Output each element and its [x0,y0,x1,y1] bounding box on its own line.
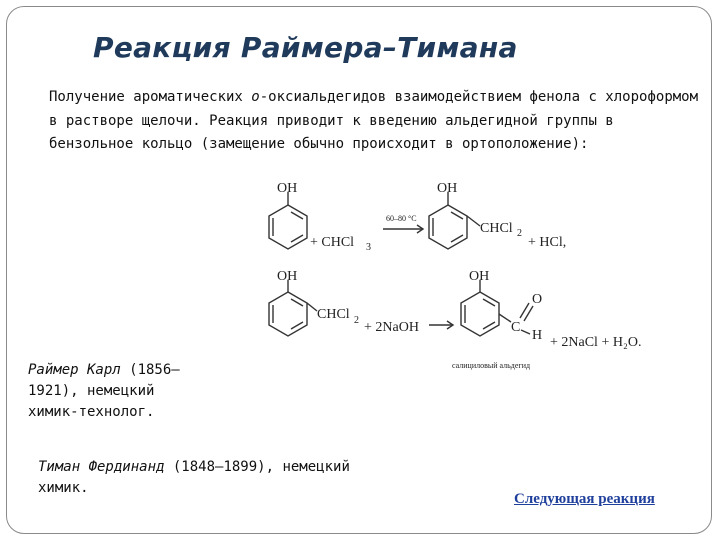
chcl3-subscript: 3 [366,242,371,253]
intro-text-rest: -оксиальдегидов взаимодействием фенола с хлороформом в растворе щелочи. Реакция приводит к введению альдегидной группы в бензольное кольцо (замещение обычно происходит в ортоположение): [49,89,699,152]
aldehyde-carbon: C [511,320,521,335]
chcl2-text-2: CHCl [317,307,350,322]
arrow-condition-label: 60–80 °C [386,214,417,223]
oh-label-4: OH [469,269,490,284]
bio-reimer-details: (1856–1921), немецкий химик-технолог. [28,362,180,420]
product-ring-1 [429,192,480,249]
salicylaldehyde-ring [461,280,533,336]
reaction-arrow-1 [383,225,423,233]
chcl2-subscript-1: 2 [517,228,522,239]
aldehyde-oxygen: O [532,292,543,307]
reaction-scheme [240,170,670,375]
bio-reimer-name: Раймер Карл [28,362,121,378]
chcl2-text-1: CHCl [480,221,513,236]
chcl2-subscript-2: 2 [354,315,359,326]
bio-reimer [28,360,208,423]
oh-label-2: OH [437,181,458,196]
bio-tiemann [38,457,398,499]
phenol-ring-1 [269,192,307,249]
reactant-ring-2 [269,280,317,336]
bio-tiemann-details: (1848–1899), немецкий химик. [38,459,350,496]
naoh-text: + 2NaOH [364,320,419,335]
intro-italic-o: о [251,89,260,105]
salicylaldehyde-caption: салициловый альдегид [452,361,531,370]
oh-label-1: OH [277,181,298,196]
aldehyde-hydrogen: H [532,328,543,343]
oh-label-3: OH [277,269,298,284]
hcl-text: + HCl, [528,235,567,250]
next-reaction-link[interactable]: Следующая реакция [514,491,655,507]
intro-paragraph [49,86,699,157]
intro-text-start: Получение ароматических [49,89,252,105]
chcl3-text: + CHCl [310,235,355,250]
bio-tiemann-name: Тиман Фердинанд [38,459,165,475]
reaction-arrow-2 [429,321,453,329]
slide-title: Реакция Раймера–Тимана [93,31,518,64]
products-text: + 2NaCl + H₂O. [550,335,642,350]
